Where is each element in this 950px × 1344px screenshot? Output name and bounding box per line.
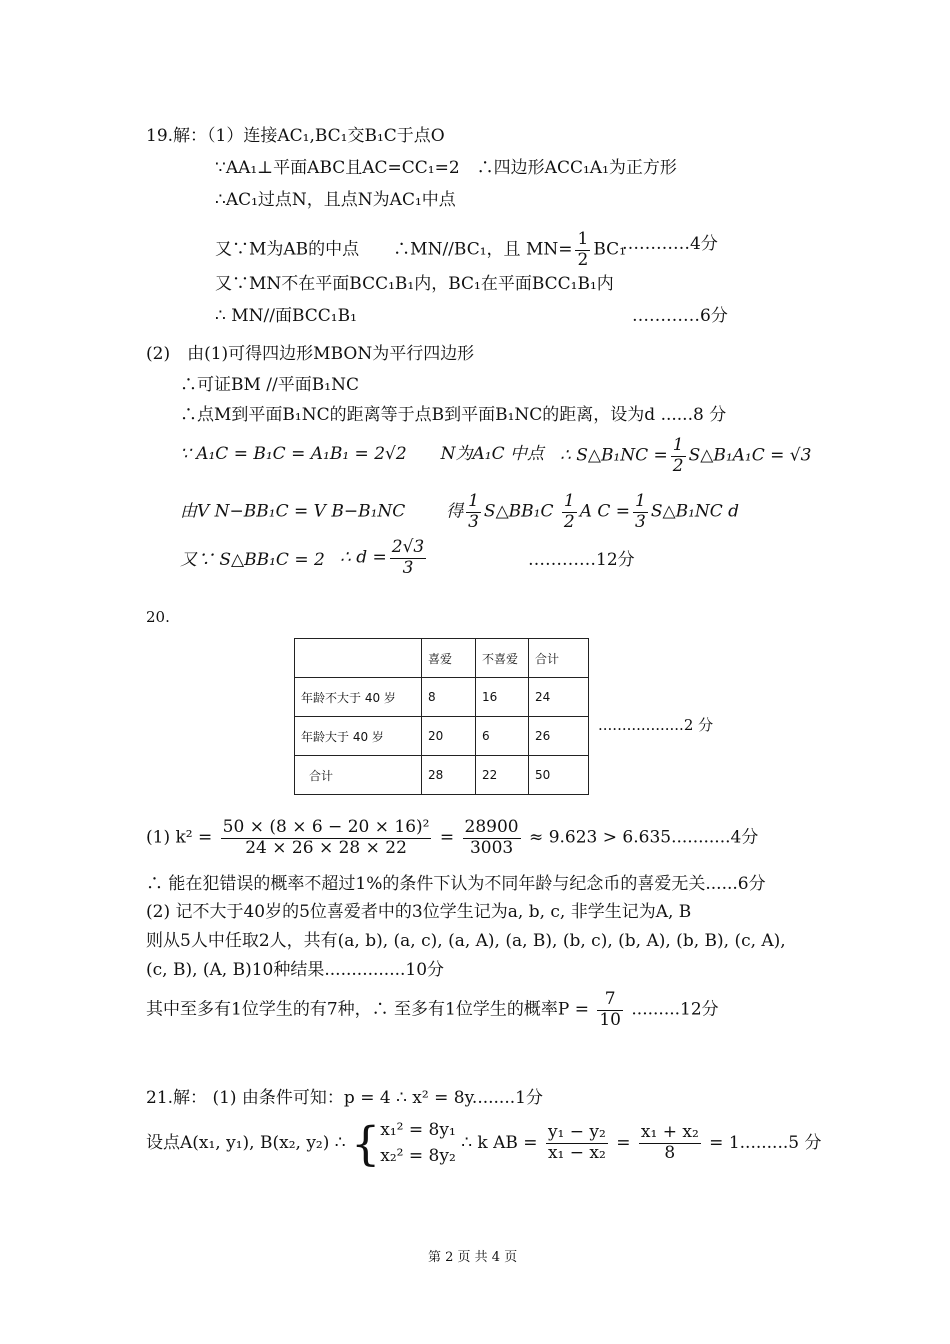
table-cell: 年龄不大于 40 岁 xyxy=(295,678,422,717)
fraction-half: $\frac{1}{2}$ xyxy=(672,435,684,476)
area-label: ∴ S△B₁NC = xyxy=(560,445,668,466)
brace-icon: { xyxy=(351,1116,381,1171)
equation-system: x₁² = 8y₁ x₂² = 8y₂ xyxy=(380,1120,456,1166)
q19-line5: 又∵MN不在平面BCC₁B₁内，BC₁在平面BCC₁B₁内 xyxy=(215,274,614,294)
volume-equation: 由V N−BB₁C = V B−B₁NC xyxy=(180,501,406,522)
table-cell: 6 xyxy=(476,717,529,756)
q19-line1: 19.解：（1）连接AC₁,BC₁交B₁C于点O xyxy=(146,126,445,146)
prob-text: 其中至多有1位学生的有7种，∴ 至多有1位学生的概率P = xyxy=(146,999,589,1020)
q19-score-4: …………4分 xyxy=(622,234,718,254)
table-cell: 喜爱 xyxy=(422,639,476,678)
q20-table-score: ..................2 分 xyxy=(598,716,714,734)
points-text: 设点A(x₁, y₁), B(x₂, y₂) ∴ xyxy=(146,1133,346,1153)
de-text: 得 xyxy=(446,501,464,522)
q19-part2-line6b xyxy=(340,538,429,578)
q20-line3: (2) 记不大于40岁的5位喜爱者中的3位学生记为a, b, c, 非学生记为A, B xyxy=(146,902,692,922)
equals: = xyxy=(616,1133,631,1153)
fraction-d: $\frac{2√3}{3}$ xyxy=(391,537,425,578)
q20-line5: (c, B), (A, B)10种结果...............10分 xyxy=(146,960,445,980)
q19-part2-line4a: ∵ A₁C = B₁C = A₁B₁ = 2√2 N为A₁C 中点 xyxy=(180,444,545,464)
q19-line3: ∴AC₁过点N，且点N为AC₁中点 xyxy=(215,190,456,210)
q21-line2 xyxy=(146,1118,822,1169)
q19-part2-line3: ∴点M到平面B₁NC的距离等于点B到平面B₁NC的距离，设为d ......8 分 xyxy=(180,405,727,425)
table-cell: 28 xyxy=(422,756,476,795)
q19-score-12: …………12分 xyxy=(528,550,635,570)
table-cell: 22 xyxy=(476,756,529,795)
q19-score-6: …………6分 xyxy=(632,306,728,326)
table-row xyxy=(295,717,589,756)
table-cell: 不喜爱 xyxy=(476,639,529,678)
table-cell: 8 xyxy=(422,678,476,717)
k-label: (1) k² = xyxy=(146,827,213,848)
area-value: S△B₁A₁C = √3 xyxy=(688,445,812,466)
slope-label: ∴ k AB = xyxy=(461,1133,538,1153)
q19-line2: ∵AA₁⊥平面ABC且AC=CC₁=2 ∴四边形ACC₁A₁为正方形 xyxy=(215,158,677,178)
table-cell: 20 xyxy=(422,717,476,756)
table-cell: 24 xyxy=(529,678,589,717)
table-row xyxy=(295,756,589,795)
table-cell xyxy=(295,639,422,678)
table-cell: 16 xyxy=(476,678,529,717)
d-label: ∴ d = xyxy=(340,547,387,568)
table-cell: 合计 xyxy=(529,639,589,678)
q21-line1: 21.解： (1) 由条件可知：p = 4 ∴ x² = 8y........1分 xyxy=(146,1088,543,1108)
k-value-fraction: $\frac{28900}{3003}$ xyxy=(464,817,519,858)
k-fraction: $\frac{\text{50 × (8 × 6 − 20 × 16)²}}{24 \times 26 \times 28 \times 22}$ xyxy=(222,817,430,858)
q20-line4: 则从5人中任取2人，共有(a, b), (a, c), (a, A), (a, B), (b, c), (b, A), (b, B), (c, A), xyxy=(146,931,786,951)
q19-part2-line6a: 又∵ S△BB₁C = 2 xyxy=(180,550,325,570)
table-cell: 50 xyxy=(529,756,589,795)
q20-line6 xyxy=(146,990,719,1030)
equals: = xyxy=(439,827,455,848)
contingency-table xyxy=(294,638,589,795)
fraction-half: $\frac{1}{2}$ xyxy=(563,491,575,532)
q19-line4-text: 又∵M为AB的中点 ∴MN//BC₁，且 MN= xyxy=(215,239,573,260)
page-footer: 第 2 页 共 4 页 xyxy=(428,1250,518,1265)
table-header-row xyxy=(295,639,589,678)
k-result: ≈ 9.623 > 6.635...........4分 xyxy=(529,827,759,848)
q19-line4-tail: BC₁ xyxy=(593,239,626,260)
q19-part2-line5 xyxy=(180,492,739,532)
q19-part2-line2: ∴可证BM //平面B₁NC xyxy=(180,375,359,395)
table-row xyxy=(295,678,589,717)
area-term: S△BB₁C xyxy=(483,501,554,522)
fraction-third: $\frac{1}{3}$ xyxy=(635,491,646,532)
length-term: A C = xyxy=(579,501,631,522)
table-cell: 年龄大于 40 岁 xyxy=(295,717,422,756)
fraction-half: $\frac{1}{2}$ xyxy=(577,229,589,270)
table-cell: 合计 xyxy=(295,756,422,795)
q19-line4 xyxy=(215,230,626,270)
q19-line6: ∴ MN//面BCC₁B₁ xyxy=(215,306,357,326)
q20-k-squared xyxy=(146,818,758,858)
prob-score: .........12分 xyxy=(631,999,719,1020)
q19-part2-line1: (2) 由(1)可得四边形MBON为平行四边形 xyxy=(146,344,475,364)
q20-label: 20. xyxy=(146,608,170,626)
prob-fraction: $\frac{7}{10}$ xyxy=(599,989,621,1030)
fraction-third: $\frac{1}{3}$ xyxy=(468,491,479,532)
q20-line2: ∴ 能在犯错误的概率不超过1%的条件下认为不同年龄与纪念币的喜爱无关......6分 xyxy=(146,874,766,894)
slope-result: = 1.........5 分 xyxy=(709,1133,822,1153)
area-term-2: S△B₁NC d xyxy=(650,501,740,522)
sum-fraction: $\frac{\text{x₁ + x₂}}{8}$ xyxy=(640,1122,699,1163)
table-cell: 26 xyxy=(529,717,589,756)
slope-fraction: $\frac{\text{y₁ − y₂}}{\text{x₁ − x₂}}$ xyxy=(547,1122,606,1163)
q19-part2-line4b xyxy=(560,436,811,476)
